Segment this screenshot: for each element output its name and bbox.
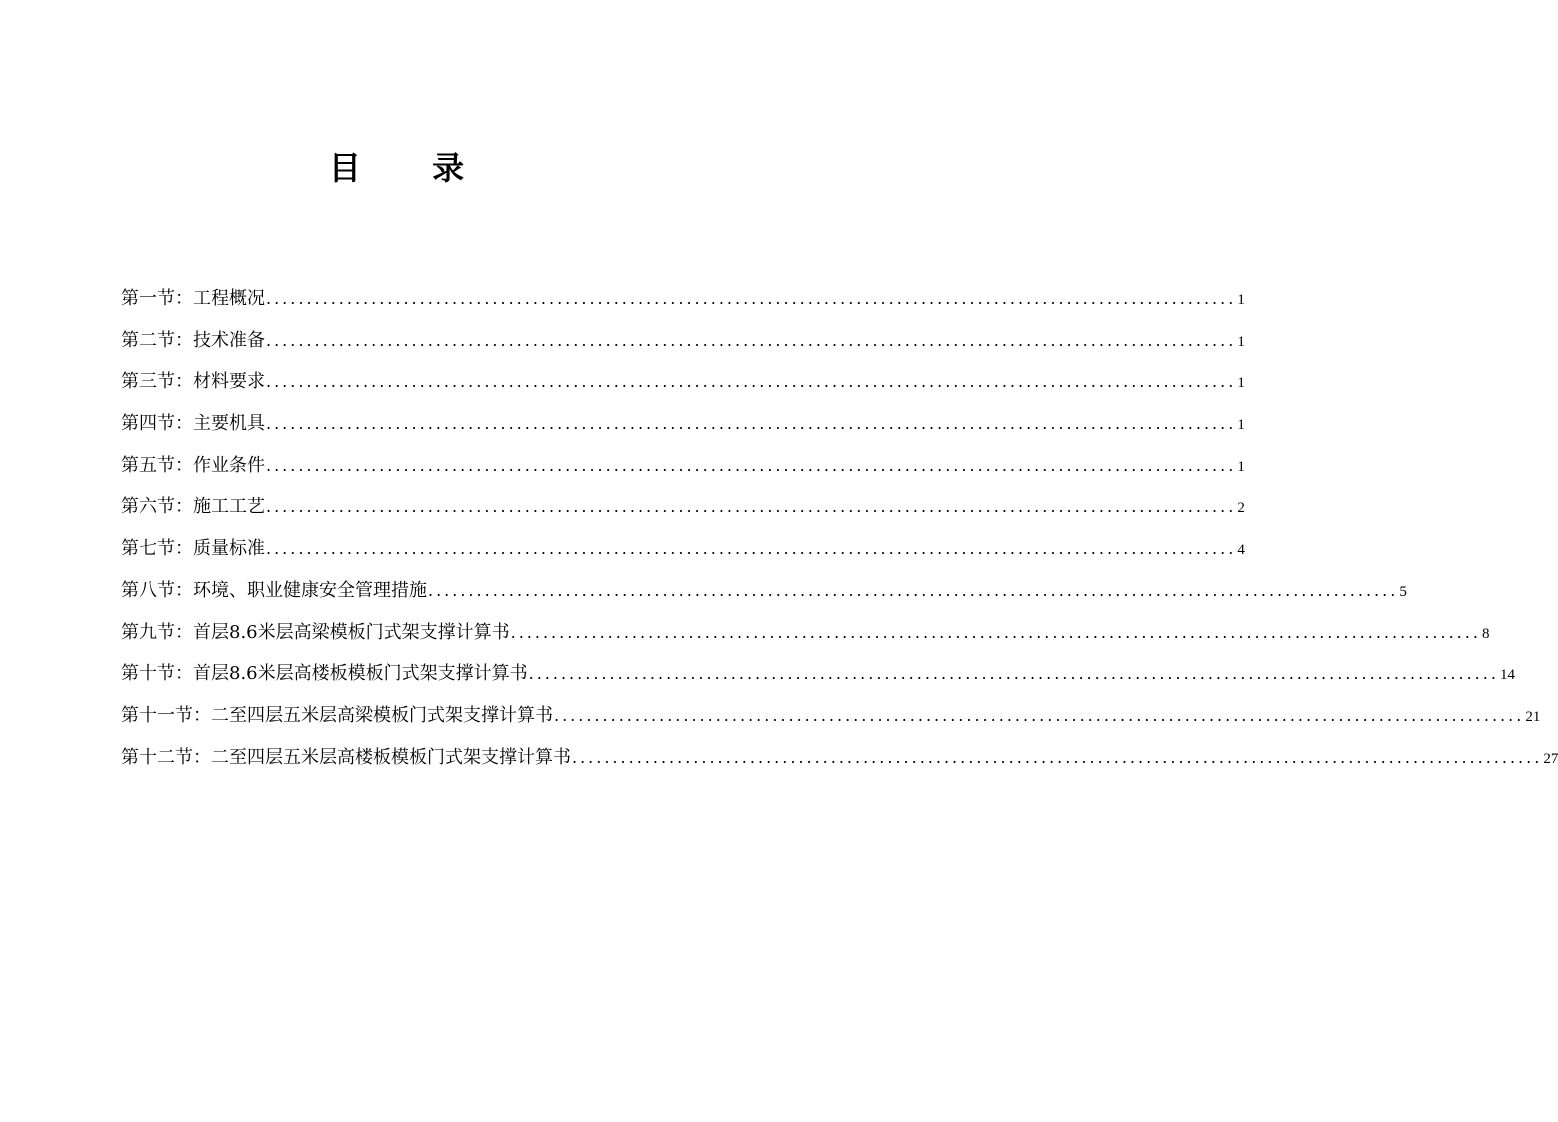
toc-dot-leader: ........................................................................................................................ (266, 289, 1237, 308)
toc-entry-label: 第一节：工程概况 (121, 288, 265, 309)
toc-dot-leader: ........................................................................................................................ (510, 622, 1481, 642)
toc-entry[interactable] (121, 573, 1407, 615)
toc-dot-leader: ........................................................................................................................ (554, 705, 1525, 725)
toc-entry[interactable] (121, 698, 1541, 740)
toc-entry[interactable] (121, 489, 1245, 531)
toc-dot-leader: ........................................................................................................................ (266, 497, 1237, 517)
toc-entry-label: 第八节：环境、职业健康安全管理措施 (121, 579, 427, 601)
toc-entry-label: 第三节：材料要求 (121, 371, 265, 393)
toc-dot-leader: ........................................................................................................................ (428, 580, 1399, 600)
toc-entry-label: 第二节：技术准备 (121, 329, 265, 351)
toc-title: 目 录 (328, 149, 495, 187)
toc-entry-label: 第十节：首层8.6米层高楼板模板门式架支撑计算书 (121, 663, 528, 685)
toc-dot-leader: ........................................................................................................................ (266, 539, 1237, 559)
toc-entry-label: 第七节：质量标准 (121, 538, 265, 560)
toc-entry-page: 1 (1237, 458, 1245, 475)
toc-entry[interactable] (121, 448, 1245, 490)
toc-entry-page: 5 (1399, 583, 1407, 600)
toc-entry[interactable] (121, 531, 1245, 573)
toc-entry-page: 2 (1237, 500, 1245, 517)
toc-entry-page: 4 (1237, 542, 1245, 559)
toc-dot-leader: ........................................................................................................................ (572, 747, 1543, 767)
toc-entry-page: 1 (1237, 333, 1245, 350)
toc-entry[interactable] (121, 656, 1515, 698)
toc-entry-page: 27 (1543, 750, 1558, 767)
toc-dot-leader: ........................................................................................................................ (266, 455, 1237, 475)
toc-entry-page: 1 (1237, 375, 1245, 392)
toc-dot-leader: ........................................................................................................................ (266, 372, 1237, 392)
toc-entry-page: 1 (1237, 417, 1245, 434)
toc-entry-label: 第十一节：二至四层五米层高梁模板门式架支撑计算书 (121, 704, 553, 726)
toc-entry[interactable] (121, 323, 1245, 365)
toc-entry-page: 1 (1237, 292, 1245, 308)
toc-dot-leader: ........................................................................................................................ (266, 330, 1237, 350)
toc-entry[interactable] (121, 406, 1245, 448)
toc-entry-label: 第四节：主要机具 (121, 413, 265, 435)
toc-entry[interactable] (121, 740, 1558, 782)
toc-entry[interactable] (121, 364, 1245, 406)
toc-entry-label: 第十二节：二至四层五米层高楼板模板门式架支撑计算书 (121, 746, 571, 768)
toc-entry-page: 14 (1499, 667, 1515, 684)
toc-entry-page: 21 (1525, 708, 1541, 725)
toc-dot-leader: ........................................................................................................................ (266, 414, 1237, 434)
toc-entry-page: 8 (1481, 625, 1490, 642)
toc-list (121, 281, 1558, 781)
toc-dot-leader: ........................................................................................................................ (528, 664, 1499, 684)
toc-entry[interactable] (121, 615, 1490, 657)
toc-entry-label: 第五节：作业条件 (121, 454, 265, 476)
toc-entry-label: 第九节：首层8.6米层高梁模板门式架支撑计算书 (121, 621, 510, 643)
toc-entry[interactable] (121, 281, 1245, 323)
toc-entry-label: 第六节：施工工艺 (121, 496, 265, 518)
